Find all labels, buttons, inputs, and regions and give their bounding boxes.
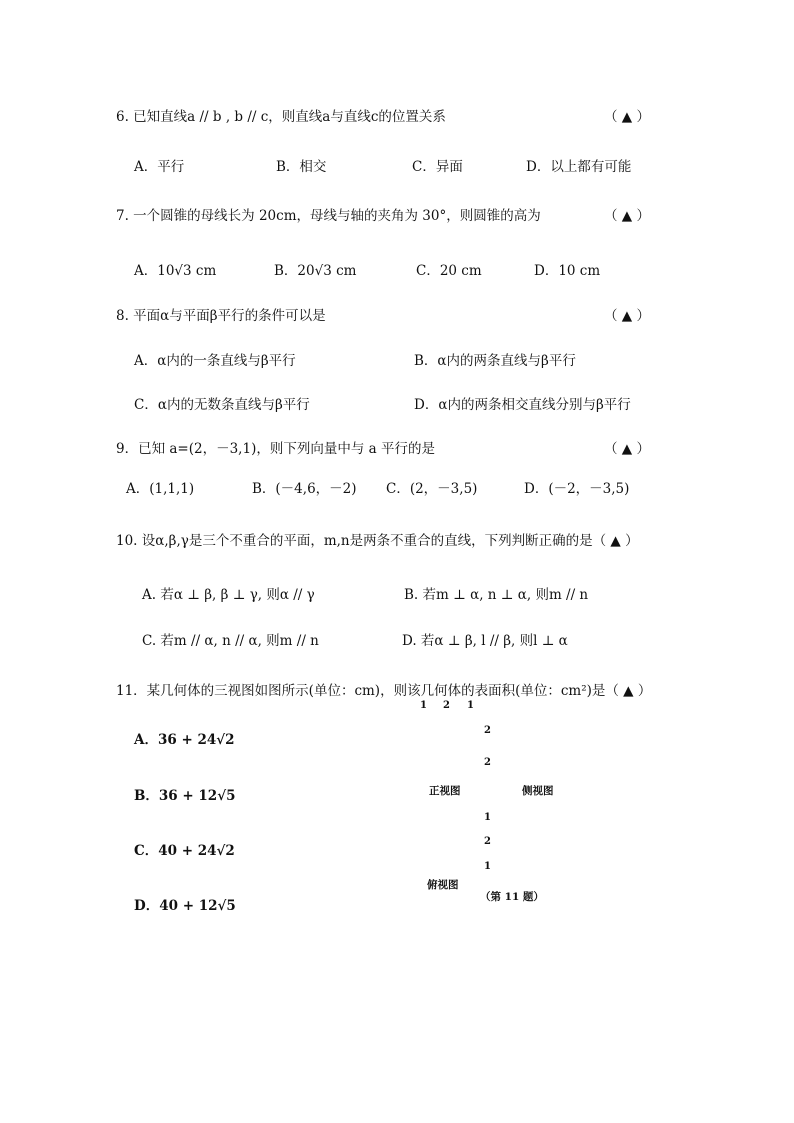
- question-7-option-a: A．10√3 cm: [134, 263, 217, 279]
- question-10-option-c: C. 若m // α, n // α, 则m // n: [142, 633, 319, 649]
- question-8-option-d: D．α内的两条相交直线分别与β平行: [414, 397, 631, 413]
- question-6-stem: 6. 已知直线a // b , b // c，则直线a与直线c的位置关系: [116, 109, 446, 125]
- figure-dim-2: 2: [484, 757, 491, 768]
- question-11-stem: 11．某几何体的三视图如图所示(单位：cm)，则该几何体的表面积(单位：cm²)是（ ▲ ）: [116, 683, 652, 699]
- figure-dim-4: 2: [484, 836, 491, 847]
- question-6-option-d: D．以上都有可能: [526, 159, 632, 175]
- question-7-option-d: D．10 cm: [534, 263, 601, 279]
- figure-top-view-label: 俯视图: [427, 879, 459, 891]
- figure-caption: （第 11 题）: [480, 891, 544, 903]
- question-11-option-a: A．36 + 24√2: [134, 732, 235, 748]
- question-9-stem: 9．已知 a=(2，－3,1)，则下列向量中与 a 平行的是: [116, 441, 435, 457]
- figure-dim-top-2: 2: [443, 700, 450, 711]
- question-6-option-b: B．相交: [276, 159, 327, 175]
- question-9-option-c: C．(2，－3,5): [386, 481, 478, 497]
- question-8-option-c: C．α内的无数条直线与β平行: [134, 397, 310, 413]
- question-9-answer-mark: （ ▲ ）: [604, 441, 650, 457]
- question-10-option-a: A. 若α ⊥ β, β ⊥ γ, 则α // γ: [142, 587, 315, 603]
- question-7-option-c: C．20 cm: [416, 263, 482, 279]
- question-11-option-d: D．40 + 12√5: [134, 898, 236, 914]
- figure-dim-top-1: 1: [420, 700, 427, 711]
- figure-dim-1: 2: [484, 725, 491, 736]
- figure-dim-top-3: 1: [467, 700, 474, 711]
- figure-dim-3: 1: [484, 812, 491, 823]
- question-7-option-b: B．20√3 cm: [274, 263, 357, 279]
- question-6-answer-mark: （ ▲ ）: [604, 109, 650, 125]
- question-8-answer-mark: （ ▲ ）: [604, 308, 650, 324]
- figure-side-view-label: 侧视图: [522, 785, 554, 797]
- question-10-option-d: D. 若α ⊥ β, l // β, 则l ⊥ α: [402, 633, 568, 649]
- question-8-option-b: B．α内的两条直线与β平行: [414, 353, 576, 369]
- question-11-option-c: C．40 + 24√2: [134, 843, 235, 859]
- figure-front-view-label: 正视图: [429, 785, 461, 797]
- question-8-option-a: A．α内的一条直线与β平行: [134, 353, 296, 369]
- question-9-option-b: B．(－4,6，－2): [252, 481, 357, 497]
- question-6-option-c: C．异面: [412, 159, 463, 175]
- question-10-option-b: B. 若m ⊥ α, n ⊥ α, 则m // n: [404, 587, 589, 603]
- question-11-option-b: B．36 + 12√5: [134, 788, 236, 804]
- question-6-option-a: A．平行: [134, 159, 185, 175]
- figure-dim-5: 1: [484, 861, 491, 872]
- question-8-stem: 8. 平面α与平面β平行的条件可以是: [116, 308, 326, 324]
- question-9-option-a: A．(1,1,1): [126, 481, 195, 497]
- question-7-stem: 7. 一个圆锥的母线长为 20cm，母线与轴的夹角为 30°，则圆锥的高为: [116, 208, 541, 224]
- question-9-option-d: D．(－2，－3,5): [524, 481, 630, 497]
- question-7-answer-mark: （ ▲ ）: [604, 208, 650, 224]
- question-10-stem: 10. 设α,β,γ是三个不重合的平面，m,n是两条不重合的直线，下列判断正确的是（ ▲ ）: [116, 533, 639, 549]
